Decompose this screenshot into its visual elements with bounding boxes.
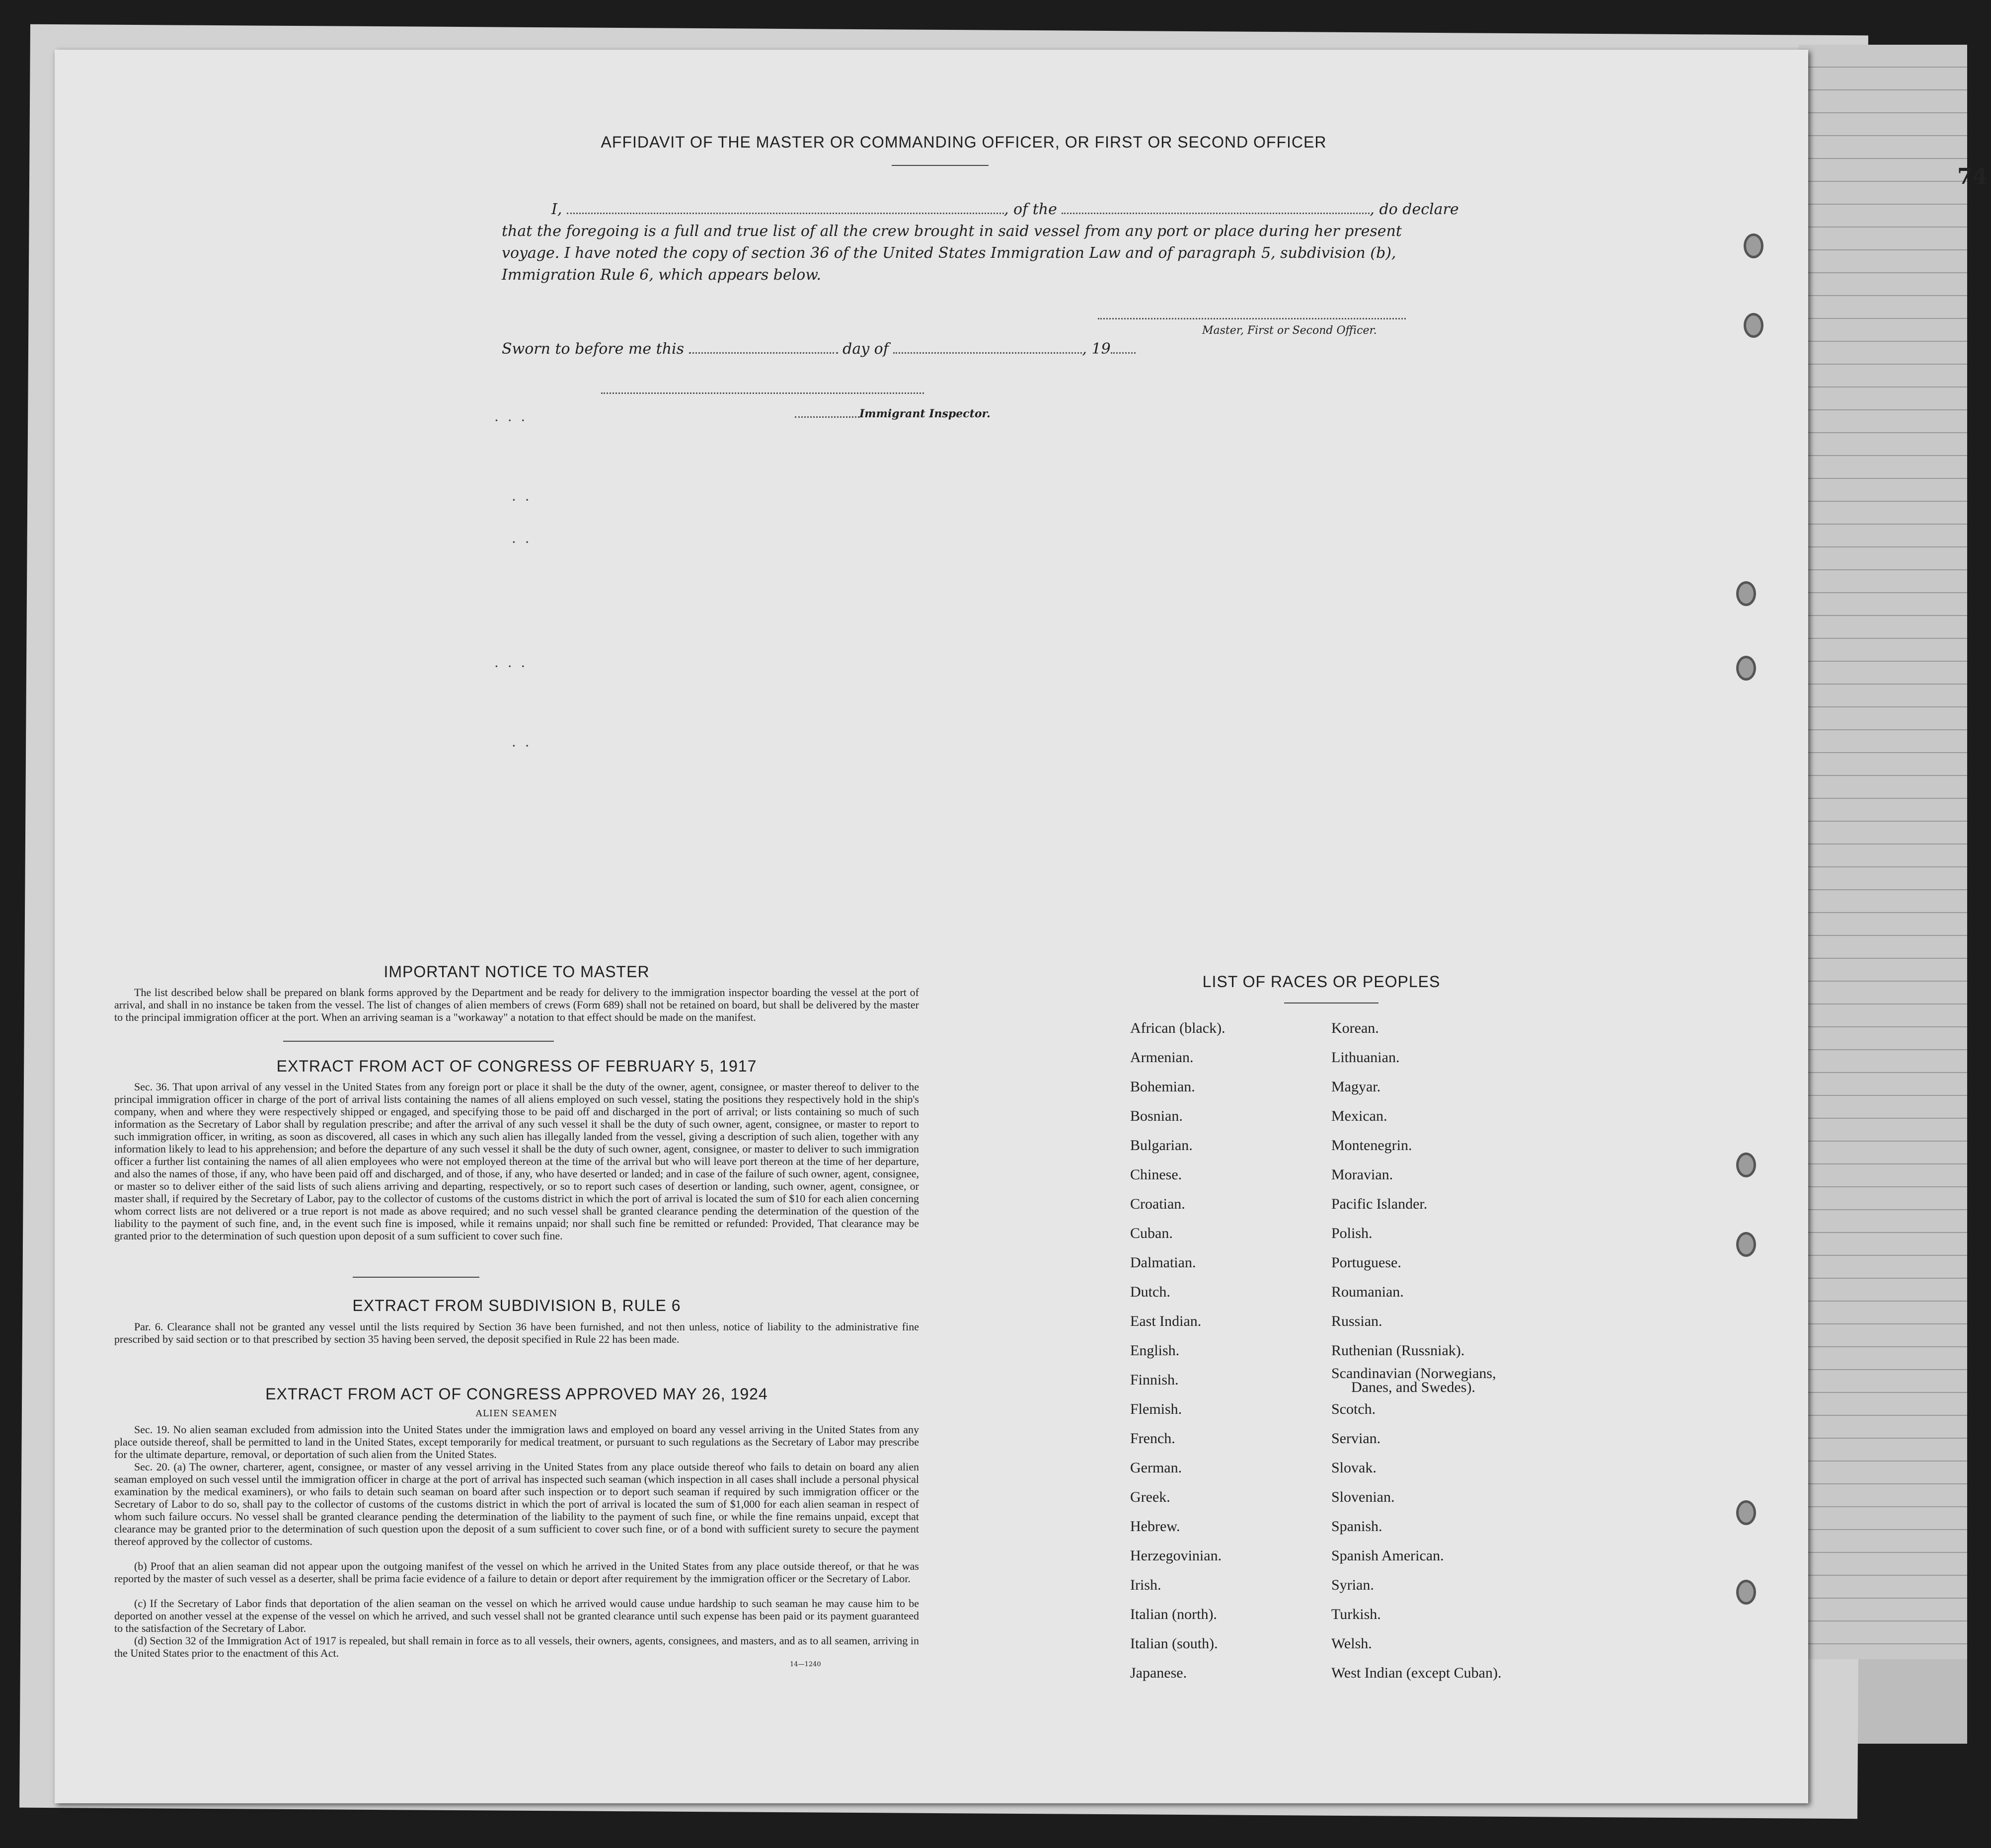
page-number: 74 (1957, 164, 1988, 189)
race-item: Flemish. (1130, 1401, 1182, 1417)
extract-1924-title: EXTRACT FROM ACT OF CONGRESS APPROVED MAY 26, 1924 (265, 1385, 768, 1403)
race-item: Bulgarian. (1130, 1137, 1193, 1154)
stray-marks: · · (512, 492, 530, 508)
race-item: Armenian. (1130, 1049, 1194, 1066)
affidavit-text: I, (551, 201, 562, 218)
race-item: Pacific Islander. (1331, 1196, 1428, 1212)
races-title: LIST OF RACES OR PEOPLES (1202, 973, 1441, 991)
vessel-blank (1062, 213, 1370, 214)
subdivision-b-text: Par. 6. Clearance shall not be granted any vessel until the lists required by Section 36 have been furnished, and not then unless, notice of liability to the administrative fine prescribed by said section or to that prescribed by section 35 having been served, the deposit specified in Rule 22 has been made. (114, 1320, 919, 1345)
divider (283, 1041, 554, 1042)
stray-marks: · · (512, 534, 530, 550)
extract-1924-sec20c: (c) If the Secretary of Labor finds that deportation of the alien seaman on the vessel on which he arrived would cause undue hardship to such seaman he may cause him to be deported on another vessel at the expense of the vessel on which he arrived, and such vessel shall not be granted clearance until such expense has been paid or its payment guaranteed to the satisfaction of the Secretary of Labor. (114, 1597, 919, 1634)
races-right-column (1331, 1013, 1501, 1688)
race-item: Cuban. (1130, 1225, 1173, 1241)
sworn-line (502, 340, 1136, 358)
races-left-column (1130, 1013, 1225, 1688)
race-item: Dutch. (1130, 1284, 1170, 1300)
race-item: Moravian. (1331, 1166, 1393, 1183)
race-item: Magyar. (1331, 1078, 1381, 1095)
extract-1924-sec20b: (b) Proof that an alien seaman did not appear upon the outgoing manifest of the vessel on which he arrived in the United States from any place outside thereof, or that he was reported by the master of such vessel as a deserter, shall be prima facie evidence of a failure to detain or deport after requirement by the immigration officer or the Secretary of Labor. (114, 1560, 919, 1585)
sworn-text: day of (842, 340, 889, 358)
race-item: Roumanian. (1331, 1284, 1404, 1300)
race-item: Slovak. (1331, 1460, 1377, 1476)
race-item: Russian. (1331, 1313, 1382, 1329)
affidavit-text: , of the (1003, 201, 1057, 218)
race-item: Dalmatian. (1130, 1254, 1196, 1271)
race-item: Spanish American. (1331, 1547, 1444, 1564)
race-item: Greek. (1130, 1489, 1170, 1505)
race-item: Syrian. (1331, 1577, 1374, 1593)
signature-line (1098, 318, 1406, 319)
race-item: Finnish. (1130, 1372, 1179, 1388)
divider (1284, 1002, 1378, 1003)
stray-marks: · · · (494, 658, 526, 675)
race-item: Herzegovinian. (1130, 1547, 1222, 1564)
notice-title: IMPORTANT NOTICE TO MASTER (383, 963, 650, 981)
notice-text: The list described below shall be prepared on blank forms approved by the Department and be ready for delivery to the immigration inspector boarding the vessel at the port of arrival, and shall in no instance be taken from the vessel. The list of changes of alien members of crews (Form 689) shall not be retained on board, but shall be delivered by the master to the principal immigration officer at the port. When an arriving seaman is a "workaway" a notation to that effect should be made on the manifest. (114, 986, 919, 1023)
extract-1924-subtitle: ALIEN SEAMEN (475, 1408, 558, 1419)
date-blank (689, 352, 838, 354)
sworn-text: Sworn to before me this (502, 340, 685, 358)
extract-1924-sec19: Sec. 19. No alien seaman excluded from admission into the United States under the immigration laws and employed on board any vessel arriving in the United States from any place outside thereof, shall be permitted to land in the United States, except temporarily for medical treatment, or pursuant to such regulations as the Secretary of Labor may prescribe for the ultimate departure, removal, or deportation of such alien from the United States. (114, 1423, 919, 1461)
binder-hole (1736, 1580, 1756, 1605)
subdivision-b-title: EXTRACT FROM SUBDIVISION B, RULE 6 (352, 1297, 681, 1314)
sworn-text: , 19 (1082, 340, 1111, 358)
race-item: Ruthenian (Russniak). (1331, 1342, 1465, 1359)
race-item: English. (1130, 1342, 1180, 1359)
race-item: Croatian. (1130, 1196, 1185, 1212)
ledger-page-edge (1798, 45, 1967, 1659)
name-blank (567, 213, 1004, 214)
affidavit-text: , do declare (1370, 201, 1459, 218)
month-blank (893, 352, 1082, 354)
signature-label: Master, First or Second Officer. (1202, 324, 1377, 337)
race-item: Spanish. (1331, 1518, 1382, 1535)
divider (353, 1277, 479, 1278)
affidavit-declaration (502, 199, 1495, 286)
divider (892, 165, 989, 166)
affidavit-text: voyage. I have noted the copy of section 36 of the United States Immigration Law and of paragraph 5, subdivision (b), (502, 244, 1396, 262)
race-item: Mexican. (1331, 1108, 1387, 1124)
race-item: Polish. (1331, 1225, 1373, 1241)
stray-marks: · · · (494, 412, 526, 429)
race-item: Scotch. (1331, 1401, 1376, 1417)
affidavit-text: Immigration Rule 6, which appears below. (502, 266, 822, 284)
race-item: German. (1130, 1460, 1182, 1476)
extract-1924-sec20d: (d) Section 32 of the Immigration Act of 1917 is repealed, but shall remain in force as to all vessels, their owners, agents, consignees, and masters, and as to all seamen, arriving in the United States prior to the enactment of this Act. (114, 1634, 919, 1659)
binder-hole (1736, 656, 1756, 681)
year-blank (1111, 352, 1136, 354)
race-item: Italian (south). (1130, 1635, 1218, 1652)
binder-hole (1736, 1153, 1756, 1177)
race-item: French. (1130, 1430, 1175, 1447)
binder-hole (1744, 233, 1763, 258)
race-item: Japanese. (1130, 1665, 1187, 1681)
inspector-line (795, 416, 859, 418)
manifest-page (55, 50, 1808, 1803)
race-item: Hebrew. (1130, 1518, 1180, 1535)
extract-1917-text: Sec. 36. That upon arrival of any vessel in the United States from any foreign port or place it shall be the duty of the owner, agent, consignee, or master thereof to deliver to the principal immigration officer in charge of the port of arrival lists containing the names of all aliens employed on such vessel, stating the positions they respectively hold in the ship's company, when and where they were respectively shipped or engaged, and specifying those to be paid off and discharged in the port of arrival; or lists containing so much of such information as the Secretary of Labor shall by regulation prescribe; and after the arrival of any such vessel it shall be the duty of such owner, agent, consignee, or master to report to such immigration officer, in writing, as soon as discovered, all cases in which any such alien has illegally landed from the vessel, giving a description of such alien, together with any information likely to lead to his apprehension; and before the departure of any such vessel it shall be the duty of such owner, agent, consignee, or master to deliver to such immigration officer a further list containing the names of all alien employees who were not employed thereon at the time of the arrival but who will leave port thereon at the time of her departure, and also the names of those, if any, who have been paid off and discharged, and of those, if any, who have deserted or landed; and in case of the failure of such owner, agent, consignee, or master so to deliver either of the said lists of such aliens arriving and departing, respectively, or so to report such cases of desertion or landing, such owner, agent, consignee, or master shall, if required by the Secretary of Labor, pay to the collector of customs of the customs district in which the port of arrival is located the sum of $10 for each alien concerning whom correct lists are not delivered or a true report is not made as above required; and no such vessel shall be granted clearance pending the determination of the question of the liability to the payment of such fine, and, in the event such fine is imposed, while it remains unpaid; nor shall such fine be remitted or refunded: Provided, That clearance may be granted prior to the determination of such question upon deposit of a sum sufficient to cover such fine. (114, 1080, 919, 1242)
race-item: Irish. (1130, 1577, 1161, 1593)
race-item: West Indian (except Cuban). (1331, 1665, 1502, 1681)
affidavit-text: that the foregoing is a full and true list of all the crew brought in said vessel from any port or place during her present (502, 223, 1402, 240)
binder-hole (1744, 313, 1763, 338)
race-item: Montenegrin. (1331, 1137, 1412, 1154)
stray-marks: · · (512, 738, 530, 754)
race-item: Lithuanian. (1331, 1049, 1400, 1066)
race-item: East Indian. (1130, 1313, 1202, 1329)
inspector-label: Immigrant Inspector. (859, 407, 991, 420)
race-item: Slovenian. (1331, 1489, 1395, 1505)
race-item: Korean. (1331, 1020, 1379, 1036)
form-number: 14—1240 (790, 1661, 821, 1668)
binder-hole (1736, 1232, 1756, 1257)
extract-1924-sec20a: Sec. 20. (a) The owner, charterer, agent, consignee, or master of any vessel arriving in the United States from any place outside thereof who fails to detain on board any alien seaman employed on such vessel until the immigration officer in charge at the port of arrival has inspected such seaman (which inspection in all cases shall include a personal physical examination by the medical examiners), or who fails to detain such seaman on board after such inspection or to deport such seaman if required by such immigration officer or the Secretary of Labor to do so, shall pay to the collector of customs of the customs district in which the port of arrival is located the sum of $1,000 for each alien seaman in respect of whom such failure occurs. No vessel shall be granted clearance pending the determination of the liability to the payment of such fine, or while the fine remains unpaid, except that clearance may be granted prior to the determination of such question upon the deposit of a sum sufficient to cover such fine, or of a bond with sufficient surety to secure the payment thereof approved by the collector of customs. (114, 1461, 919, 1547)
race-item: African (black). (1130, 1020, 1225, 1036)
race-item: Servian. (1331, 1430, 1381, 1447)
inspector-line (601, 392, 924, 394)
binder-hole (1736, 1500, 1756, 1525)
race-item: Portuguese. (1331, 1254, 1401, 1271)
race-item: Scandinavian (Norwegians, (1331, 1365, 1496, 1382)
race-item: Chinese. (1130, 1166, 1182, 1183)
race-item: Turkish. (1331, 1606, 1381, 1622)
binder-hole (1736, 581, 1756, 606)
race-item: Danes, and Swedes). (1351, 1379, 1475, 1395)
race-item: Bosnian. (1130, 1108, 1183, 1124)
race-item: Italian (north). (1130, 1606, 1217, 1622)
race-item: Bohemian. (1130, 1078, 1195, 1095)
affidavit-title: AFFIDAVIT OF THE MASTER OR COMMANDING OFFICER, OR FIRST OR SECOND OFFICER (601, 133, 1327, 151)
extract-1917-title: EXTRACT FROM ACT OF CONGRESS OF FEBRUARY 5, 1917 (276, 1057, 757, 1075)
race-item: Welsh. (1331, 1635, 1372, 1652)
